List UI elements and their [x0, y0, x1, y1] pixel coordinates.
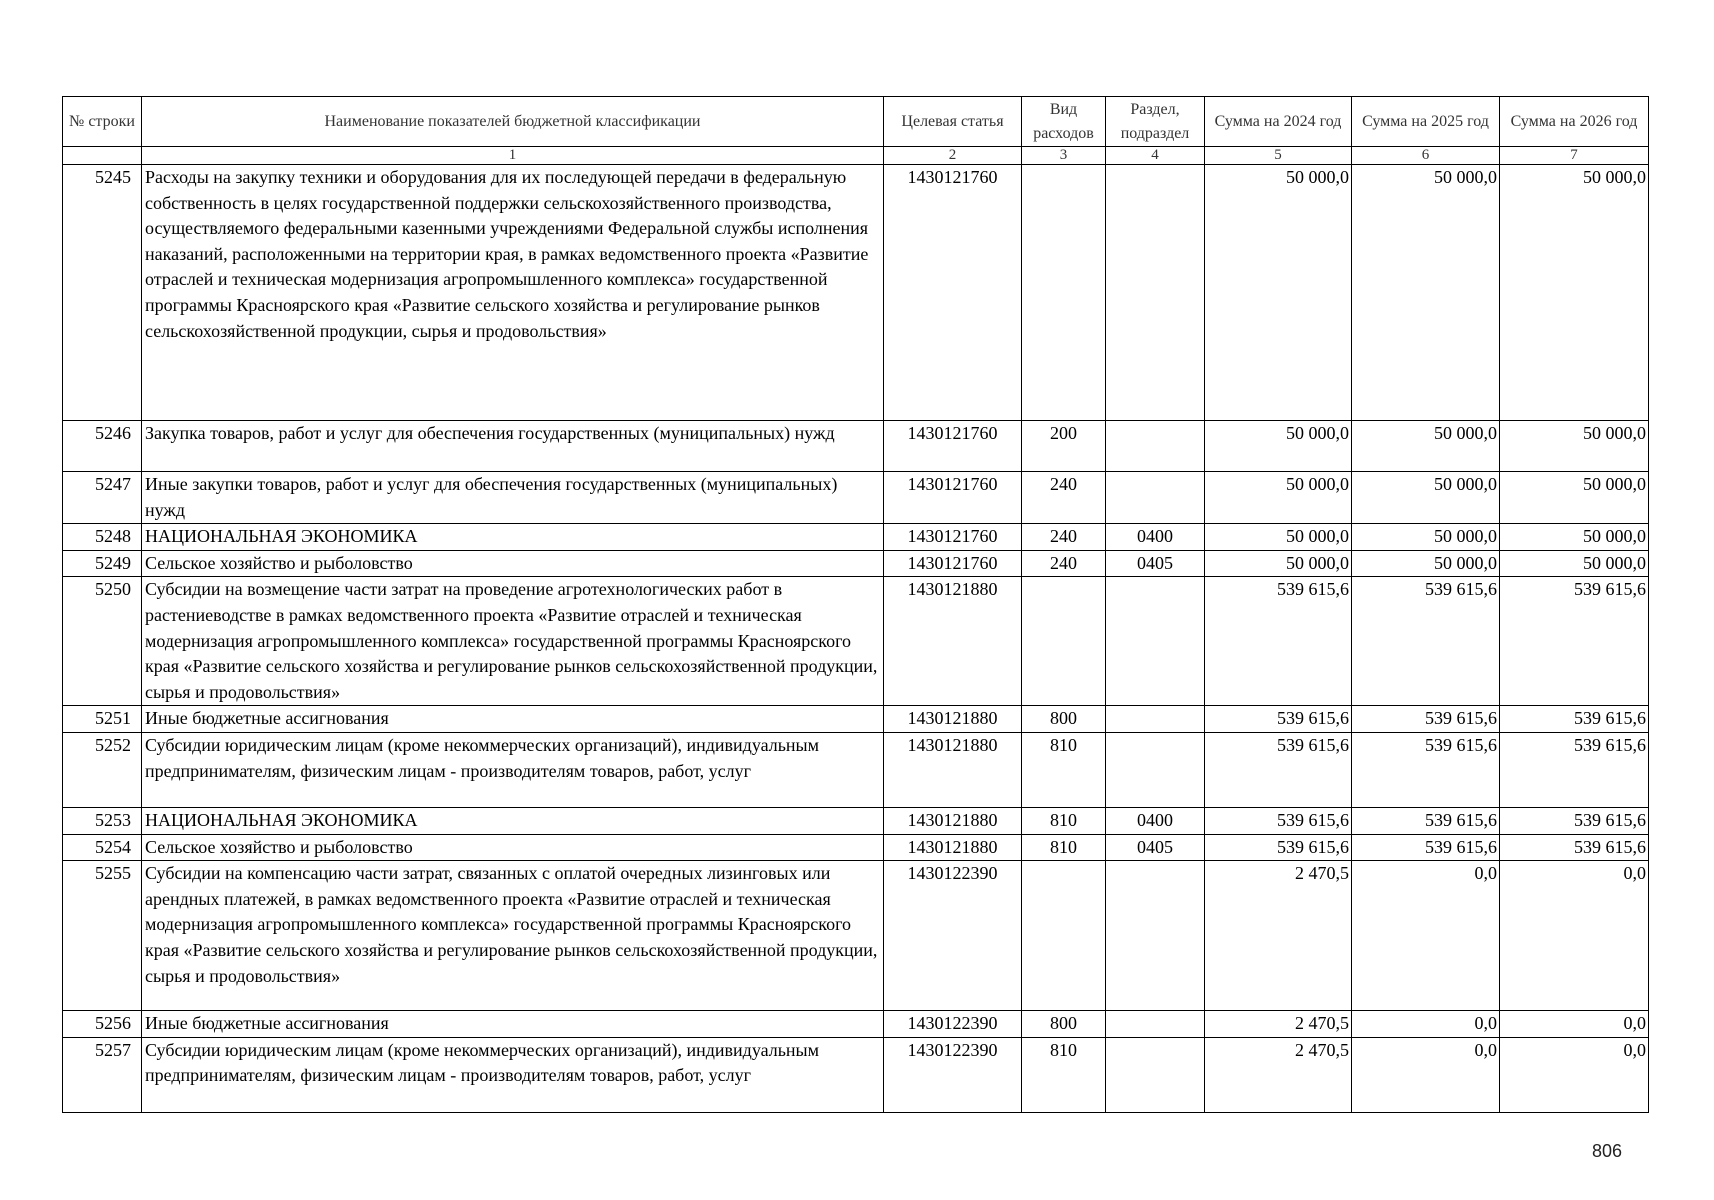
expense-kind: 240 — [1022, 524, 1106, 551]
section-subsection — [1106, 472, 1205, 524]
section-subsection: 0400 — [1106, 524, 1205, 551]
sum-2024: 539 615,6 — [1205, 577, 1352, 706]
sum-2025: 539 615,6 — [1352, 807, 1500, 834]
sum-2024: 50 000,0 — [1205, 165, 1352, 421]
sum-2026: 539 615,6 — [1500, 732, 1649, 807]
expense-kind: 810 — [1022, 1037, 1106, 1112]
indicator-name: Субсидии на возмещение части затрат на проведение агротехнологических работ в растениеводстве в рамках ведомственного проекта «Развитие отраслей и техническая модернизация агропромышленного комплекса» государственной программы Красноярского края «Развитие сельского хозяйства и регулирование рынков сельскохозяйственной продукции, сырья и продовольствия» — [142, 577, 884, 706]
row-number: 5247 — [63, 472, 142, 524]
target-article: 1430122390 — [884, 1037, 1022, 1112]
column-number: 2 — [884, 147, 1022, 165]
header-row — [63, 97, 1649, 147]
header-name: Наименование показателей бюджетной классификации — [142, 97, 884, 147]
row-number: 5251 — [63, 706, 142, 733]
expense-kind: 810 — [1022, 732, 1106, 807]
indicator-name: Иные бюджетные ассигнования — [142, 706, 884, 733]
row-number: 5245 — [63, 165, 142, 421]
sum-2024: 50 000,0 — [1205, 421, 1352, 472]
section-subsection — [1106, 732, 1205, 807]
table-row — [63, 706, 1649, 733]
row-number: 5248 — [63, 524, 142, 551]
sum-2026: 0,0 — [1500, 1037, 1649, 1112]
indicator-name: Сельское хозяйство и рыболовство — [142, 834, 884, 861]
expense-kind — [1022, 861, 1106, 1011]
expense-kind — [1022, 165, 1106, 421]
table-header — [63, 97, 1649, 165]
indicator-name: Субсидии на компенсацию части затрат, связанных с оплатой очередных лизинговых или арендных платежей, в рамках ведомственного проекта «Развитие отраслей и техническая модернизация агропромышленного комплекса» государственной программы Красноярского края «Развитие сельского хозяйства и регулирование рынков сельскохозяйственной продукции, сырья и продовольствия» — [142, 861, 884, 1011]
table-row — [63, 472, 1649, 524]
target-article: 1430121760 — [884, 472, 1022, 524]
header-sum-2026: Сумма на 2026 год — [1500, 97, 1649, 147]
sum-2026: 50 000,0 — [1500, 524, 1649, 551]
indicator-name: Закупка товаров, работ и услуг для обеспечения государственных (муниципальных) нужд — [142, 421, 884, 472]
indicator-name: Иные бюджетные ассигнования — [142, 1011, 884, 1038]
sum-2026: 539 615,6 — [1500, 577, 1649, 706]
row-number: 5257 — [63, 1037, 142, 1112]
header-target: Целевая статья — [884, 97, 1022, 147]
sum-2026: 50 000,0 — [1500, 165, 1649, 421]
table-row — [63, 807, 1649, 834]
column-number: 5 — [1205, 147, 1352, 165]
column-number — [63, 147, 142, 165]
indicator-name: НАЦИОНАЛЬНАЯ ЭКОНОМИКА — [142, 524, 884, 551]
expense-kind: 800 — [1022, 1011, 1106, 1038]
sum-2025: 0,0 — [1352, 861, 1500, 1011]
sum-2025: 50 000,0 — [1352, 165, 1500, 421]
section-subsection — [1106, 1037, 1205, 1112]
table-row — [63, 550, 1649, 577]
column-number: 1 — [142, 147, 884, 165]
sum-2026: 50 000,0 — [1500, 550, 1649, 577]
sum-2025: 539 615,6 — [1352, 834, 1500, 861]
sum-2026: 0,0 — [1500, 861, 1649, 1011]
sum-2026: 539 615,6 — [1500, 834, 1649, 861]
target-article: 1430122390 — [884, 861, 1022, 1011]
section-subsection — [1106, 706, 1205, 733]
indicator-name: Расходы на закупку техники и оборудования для их последующей передачи в федеральную собственность в целях государственной поддержки сельскохозяйственного производства, осуществляемого федеральными казенными учреждениями Федеральной службы исполнения наказаний, расположенными на территории края, в рамках ведомственного проекта «Развитие отраслей и техническая модернизация агропромышленного комплекса» государственной программы Красноярского края «Развитие сельского хозяйства и регулирование рынков сельскохозяйственной продукции, сырья и продовольствия» — [142, 165, 884, 421]
table-row — [63, 577, 1649, 706]
target-article: 1430121880 — [884, 732, 1022, 807]
sum-2025: 0,0 — [1352, 1011, 1500, 1038]
sum-2024: 2 470,5 — [1205, 1011, 1352, 1038]
section-subsection: 0400 — [1106, 807, 1205, 834]
section-subsection — [1106, 1011, 1205, 1038]
table-row — [63, 421, 1649, 472]
sum-2025: 50 000,0 — [1352, 472, 1500, 524]
indicator-name: Сельское хозяйство и рыболовство — [142, 550, 884, 577]
section-subsection: 0405 — [1106, 550, 1205, 577]
target-article: 1430121760 — [884, 421, 1022, 472]
row-number: 5246 — [63, 421, 142, 472]
header-section: Раздел, подраздел — [1106, 97, 1205, 147]
sum-2024: 539 615,6 — [1205, 706, 1352, 733]
sum-2024: 539 615,6 — [1205, 732, 1352, 807]
sum-2025: 50 000,0 — [1352, 421, 1500, 472]
target-article: 1430121760 — [884, 550, 1022, 577]
column-number: 6 — [1352, 147, 1500, 165]
sum-2024: 2 470,5 — [1205, 1037, 1352, 1112]
indicator-name: Иные закупки товаров, работ и услуг для обеспечения государственных (муниципальных) нужд — [142, 472, 884, 524]
header-kind: Вид расходов — [1022, 97, 1106, 147]
sum-2024: 50 000,0 — [1205, 524, 1352, 551]
table-body — [63, 165, 1649, 1113]
sum-2025: 50 000,0 — [1352, 524, 1500, 551]
row-number: 5256 — [63, 1011, 142, 1038]
sum-2025: 0,0 — [1352, 1037, 1500, 1112]
section-subsection — [1106, 861, 1205, 1011]
sum-2026: 0,0 — [1500, 1011, 1649, 1038]
section-subsection — [1106, 421, 1205, 472]
sum-2025: 539 615,6 — [1352, 732, 1500, 807]
column-number-row — [63, 147, 1649, 165]
table-row — [63, 524, 1649, 551]
sum-2025: 50 000,0 — [1352, 550, 1500, 577]
column-number: 7 — [1500, 147, 1649, 165]
sum-2026: 539 615,6 — [1500, 706, 1649, 733]
column-number: 4 — [1106, 147, 1205, 165]
row-number: 5249 — [63, 550, 142, 577]
row-number: 5254 — [63, 834, 142, 861]
page-number: 806 — [1592, 1141, 1623, 1161]
row-number: 5250 — [63, 577, 142, 706]
expense-kind: 200 — [1022, 421, 1106, 472]
row-number: 5252 — [63, 732, 142, 807]
target-article: 1430121880 — [884, 706, 1022, 733]
sum-2026: 539 615,6 — [1500, 807, 1649, 834]
expense-kind: 810 — [1022, 807, 1106, 834]
expense-kind — [1022, 577, 1106, 706]
row-number: 5253 — [63, 807, 142, 834]
sum-2024: 50 000,0 — [1205, 550, 1352, 577]
sum-2024: 50 000,0 — [1205, 472, 1352, 524]
indicator-name: НАЦИОНАЛЬНАЯ ЭКОНОМИКА — [142, 807, 884, 834]
sum-2026: 50 000,0 — [1500, 472, 1649, 524]
row-number: 5255 — [63, 861, 142, 1011]
sum-2024: 539 615,6 — [1205, 834, 1352, 861]
section-subsection — [1106, 577, 1205, 706]
header-row-no: № строки — [63, 97, 142, 147]
section-subsection — [1106, 165, 1205, 421]
table-row — [63, 861, 1649, 1011]
expense-kind: 800 — [1022, 706, 1106, 733]
expense-kind: 810 — [1022, 834, 1106, 861]
table-row — [63, 834, 1649, 861]
target-article: 1430121880 — [884, 807, 1022, 834]
indicator-name: Субсидии юридическим лицам (кроме некоммерческих организаций), индивидуальным предпринимателям, физическим лицам - производителям товаров, работ, услуг — [142, 732, 884, 807]
table-row — [63, 732, 1649, 807]
column-number: 3 — [1022, 147, 1106, 165]
table-row — [63, 1011, 1649, 1038]
sum-2026: 50 000,0 — [1500, 421, 1649, 472]
sum-2025: 539 615,6 — [1352, 577, 1500, 706]
header-sum-2025: Сумма на 2025 год — [1352, 97, 1500, 147]
sum-2024: 2 470,5 — [1205, 861, 1352, 1011]
sum-2025: 539 615,6 — [1352, 706, 1500, 733]
indicator-name: Субсидии юридическим лицам (кроме некоммерческих организаций), индивидуальным предпринимателям, физическим лицам - производителям товаров, работ, услуг — [142, 1037, 884, 1112]
table-row — [63, 165, 1649, 421]
target-article: 1430121760 — [884, 524, 1022, 551]
expense-kind: 240 — [1022, 550, 1106, 577]
expense-kind: 240 — [1022, 472, 1106, 524]
target-article: 1430121760 — [884, 165, 1022, 421]
sum-2024: 539 615,6 — [1205, 807, 1352, 834]
table-row — [63, 1037, 1649, 1112]
section-subsection: 0405 — [1106, 834, 1205, 861]
target-article: 1430122390 — [884, 1011, 1022, 1038]
budget-table — [62, 96, 1649, 1113]
target-article: 1430121880 — [884, 834, 1022, 861]
target-article: 1430121880 — [884, 577, 1022, 706]
header-sum-2024: Сумма на 2024 год — [1205, 97, 1352, 147]
